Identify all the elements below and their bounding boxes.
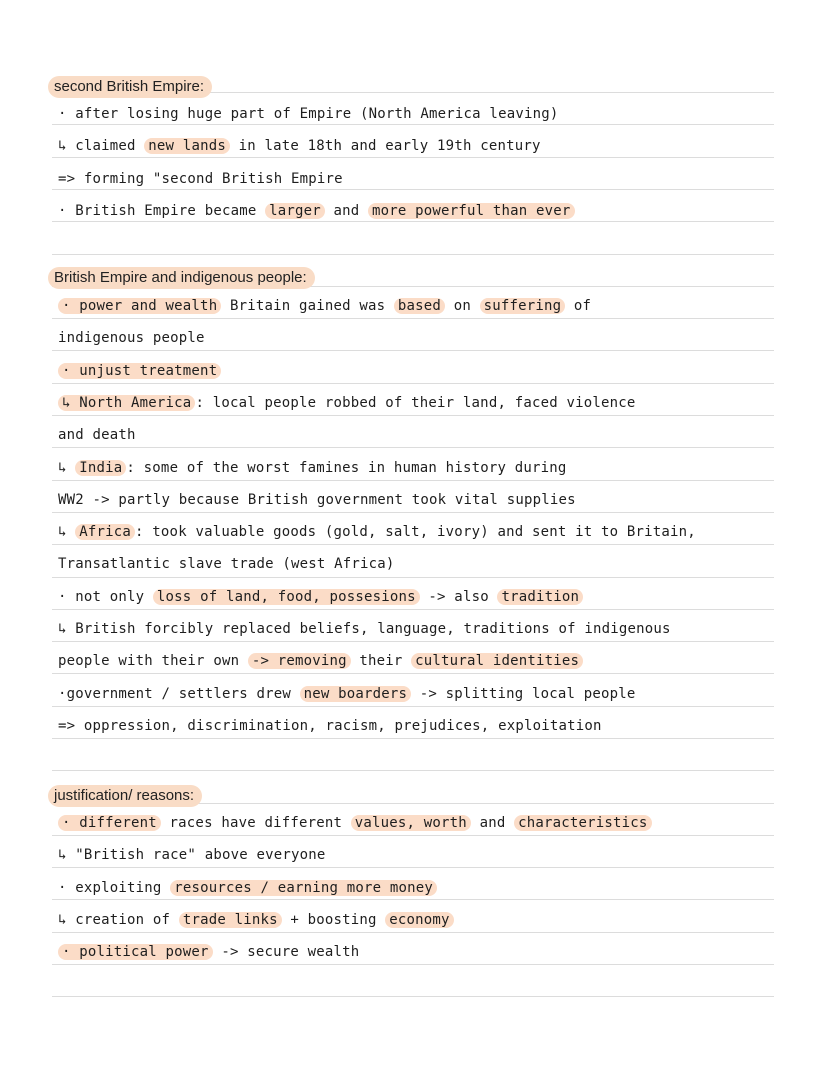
ruled-line: [52, 673, 774, 674]
ruled-line: [52, 996, 774, 997]
highlighted-text: suffering: [480, 298, 566, 314]
highlighted-text: Africa: [75, 524, 135, 540]
note-line: [58, 686, 636, 702]
highlighted-text: trade links: [179, 912, 282, 928]
note-line: [58, 106, 558, 122]
note-text: of: [565, 298, 592, 314]
ruled-line: [52, 609, 774, 610]
note-text: on: [445, 298, 480, 314]
highlighted-text: ↳ North America: [58, 395, 195, 411]
ruled-line: [52, 157, 774, 158]
ruled-line: [52, 480, 774, 481]
note-text: and: [324, 203, 369, 219]
highlighted-text: more powerful than ever: [368, 203, 574, 219]
highlighted-text: · political power: [58, 944, 213, 960]
highlighted-text: cultural identities: [411, 653, 583, 669]
highlighted-text: characteristics: [514, 815, 651, 831]
ruled-line: [52, 544, 774, 545]
ruled-line: [52, 867, 774, 868]
note-line: [58, 556, 395, 572]
note-text: and: [470, 815, 515, 831]
highlighted-text: · unjust treatment: [58, 363, 221, 379]
highlighted-text: new boarders: [300, 686, 412, 702]
note-text: and death: [58, 427, 136, 443]
note-text: => forming "second British Empire: [58, 171, 343, 187]
ruled-line: [52, 706, 774, 707]
ruled-line: [52, 577, 774, 578]
highlighted-text: tradition: [497, 589, 583, 605]
highlighted-text: new lands: [144, 138, 230, 154]
note-line: [58, 363, 221, 379]
ruled-line: [52, 738, 774, 739]
note-line: [58, 912, 454, 928]
note-line: [58, 880, 437, 896]
highlighted-text: economy: [385, 912, 453, 928]
ruled-line: [52, 350, 774, 351]
note-text: ↳: [58, 524, 76, 540]
note-line: [58, 460, 567, 476]
highlighted-text: · different: [58, 815, 161, 831]
note-line: [58, 427, 136, 443]
note-text: : some of the worst famines in human history during: [126, 460, 567, 476]
note-text: ↳: [58, 460, 76, 476]
ruled-line: [52, 189, 774, 190]
note-line: [58, 621, 671, 637]
note-text: => oppression, discrimination, racism, prejudices, exploitation: [58, 718, 602, 734]
note-text: in late 18th and early 19th century: [229, 138, 541, 154]
highlighted-text: larger: [265, 203, 325, 219]
highlighted-text: -> removing: [248, 653, 351, 669]
note-text: -> secure wealth: [212, 944, 360, 960]
section-heading: justification/ reasons:: [48, 785, 202, 807]
ruled-line: [52, 641, 774, 642]
ruled-line: [52, 318, 774, 319]
note-line: [58, 847, 326, 863]
note-text: · after losing huge part of Empire (North America leaving): [58, 106, 559, 122]
note-text: ↳ "British race" above everyone: [58, 847, 326, 863]
note-text: WW2 -> partly because British government took vital supplies: [58, 492, 576, 508]
highlighted-text: values, worth: [351, 815, 471, 831]
note-text: + boosting: [281, 912, 386, 928]
note-line: [58, 718, 602, 734]
highlighted-text: resources / earning more money: [170, 880, 437, 896]
ruled-line: [52, 770, 774, 771]
note-text: : local people robbed of their land, faced violence: [195, 395, 636, 411]
ruled-line: [52, 512, 774, 513]
ruled-line: [52, 835, 774, 836]
note-line: [58, 138, 541, 154]
note-text: ·government / settlers drew: [58, 686, 300, 702]
note-line: [58, 492, 576, 508]
note-text: their: [350, 653, 412, 669]
note-line: [58, 944, 359, 960]
highlighted-text: · power and wealth: [58, 298, 221, 314]
ruled-line: [52, 964, 774, 965]
ruled-line: [52, 254, 774, 255]
note-text: · exploiting: [58, 880, 171, 896]
ruled-line: [52, 124, 774, 125]
note-line: [58, 589, 583, 605]
note-text: -> splitting local people: [411, 686, 636, 702]
section-heading: second British Empire:: [48, 76, 212, 98]
note-line: [58, 815, 652, 831]
note-text: Transatlantic slave trade (west Africa): [58, 556, 395, 572]
note-line: [58, 330, 205, 346]
highlighted-text: India: [75, 460, 126, 476]
note-text: : took valuable goods (gold, salt, ivory) and sent it to Britain,: [135, 524, 696, 540]
note-line: [58, 171, 343, 187]
note-text: races have different: [160, 815, 351, 831]
note-text: people with their own: [58, 653, 248, 669]
section-heading: British Empire and indigenous people:: [48, 267, 315, 289]
note-line: [58, 653, 583, 669]
ruled-line: [52, 932, 774, 933]
note-text: · not only: [58, 589, 153, 605]
note-text: ↳ British forcibly replaced beliefs, language, traditions of indigenous: [58, 621, 671, 637]
note-text: ↳ creation of: [58, 912, 179, 928]
ruled-line: [52, 899, 774, 900]
highlighted-text: based: [394, 298, 445, 314]
note-line: [58, 298, 591, 314]
ruled-line: [52, 447, 774, 448]
note-line: [58, 524, 696, 540]
note-text: ↳ claimed: [58, 138, 145, 154]
note-text: -> also: [419, 589, 498, 605]
note-text: · British Empire became: [58, 203, 266, 219]
note-line: [58, 395, 636, 411]
ruled-line: [52, 415, 774, 416]
ruled-line: [52, 221, 774, 222]
note-text: Britain gained was: [221, 298, 394, 314]
highlighted-text: loss of land, food, possesions: [153, 589, 420, 605]
note-text: indigenous people: [58, 330, 205, 346]
note-line: [58, 203, 575, 219]
ruled-line: [52, 383, 774, 384]
